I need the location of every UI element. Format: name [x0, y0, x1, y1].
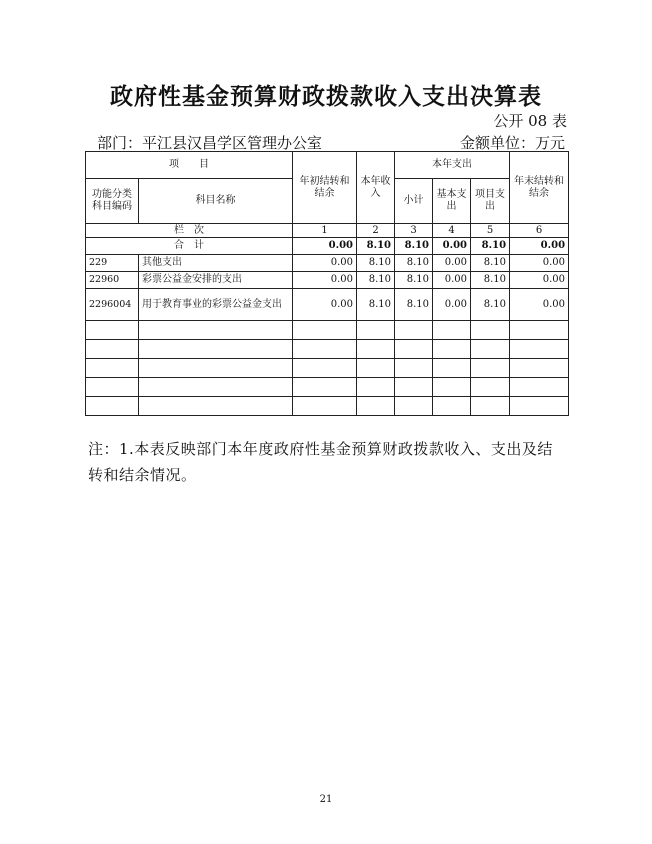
table-row [86, 255, 569, 272]
header-item: 项 目 [86, 152, 293, 179]
column-number-label: 栏 次 [86, 224, 293, 238]
table-row [86, 272, 569, 289]
value-cell: 8.10 [357, 272, 395, 289]
page-title: 政府性基金预算财政拨款收入支出决算表 [110, 84, 542, 110]
value-cell: 0.00 [293, 255, 357, 272]
header-expense-group: 本年支出 [395, 152, 510, 179]
column-number: 2 [357, 224, 395, 238]
empty-row [86, 321, 569, 340]
column-number-row [86, 224, 569, 238]
total-label: 合 计 [86, 238, 293, 255]
value-cell: 8.10 [471, 272, 510, 289]
value-cell: 8.10 [471, 255, 510, 272]
header-end-balance: 年末结转和结余 [510, 152, 569, 224]
footnote: 注：1.本表反映部门本年度政府性基金预算财政拨款收入、支出及结转和结余情况。 [88, 440, 553, 484]
empty-row [86, 340, 569, 359]
header-project: 项目支出 [471, 179, 510, 224]
value-cell: 0.00 [293, 289, 357, 321]
total-value: 0.00 [433, 238, 471, 255]
subject-name-cell: 其他支出 [139, 255, 293, 272]
header-subtotal: 小计 [395, 179, 433, 224]
value-cell: 0.00 [433, 289, 471, 321]
column-number: 1 [293, 224, 357, 238]
empty-row [86, 397, 569, 416]
form-number: 公开 08 表 [493, 112, 567, 130]
budget-table [85, 151, 569, 416]
header-subject-name: 科目名称 [139, 179, 293, 224]
value-cell: 8.10 [395, 289, 433, 321]
total-value: 8.10 [471, 238, 510, 255]
department-label: 部门：平江县汉昌学区管理办公室 [97, 134, 323, 152]
value-cell: 0.00 [510, 289, 569, 321]
value-cell: 8.10 [395, 255, 433, 272]
func-code-cell: 2296004 [86, 289, 139, 321]
amount-unit-label: 金额单位：万元 [459, 134, 565, 152]
value-cell: 0.00 [510, 272, 569, 289]
header-basic: 基本支出 [433, 179, 471, 224]
empty-row [86, 359, 569, 378]
value-cell: 0.00 [510, 255, 569, 272]
table-row [86, 289, 569, 321]
value-cell: 0.00 [433, 255, 471, 272]
header-row-1 [86, 152, 569, 179]
empty-row [86, 378, 569, 397]
column-number: 6 [510, 224, 569, 238]
total-value: 0.00 [510, 238, 569, 255]
total-row [86, 238, 569, 255]
subject-name-cell: 彩票公益金安排的支出 [139, 272, 293, 289]
column-number: 4 [433, 224, 471, 238]
value-cell: 8.10 [395, 272, 433, 289]
value-cell: 8.10 [471, 289, 510, 321]
func-code-cell: 22960 [86, 272, 139, 289]
total-value: 8.10 [395, 238, 433, 255]
value-cell: 8.10 [357, 255, 395, 272]
column-number: 5 [471, 224, 510, 238]
total-value: 8.10 [357, 238, 395, 255]
value-cell: 0.00 [293, 272, 357, 289]
column-number: 3 [395, 224, 433, 238]
value-cell: 0.00 [433, 272, 471, 289]
subject-name-cell: 用于教育事业的彩票公益金支出 [139, 289, 293, 321]
value-cell: 8.10 [357, 289, 395, 321]
page-number: 21 [319, 794, 333, 805]
header-func-code: 功能分类科目编码 [86, 179, 139, 224]
header-begin-balance: 年初结转和结余 [293, 152, 357, 224]
total-value: 0.00 [293, 238, 357, 255]
func-code-cell: 229 [86, 255, 139, 272]
header-income: 本年收入 [357, 152, 395, 224]
